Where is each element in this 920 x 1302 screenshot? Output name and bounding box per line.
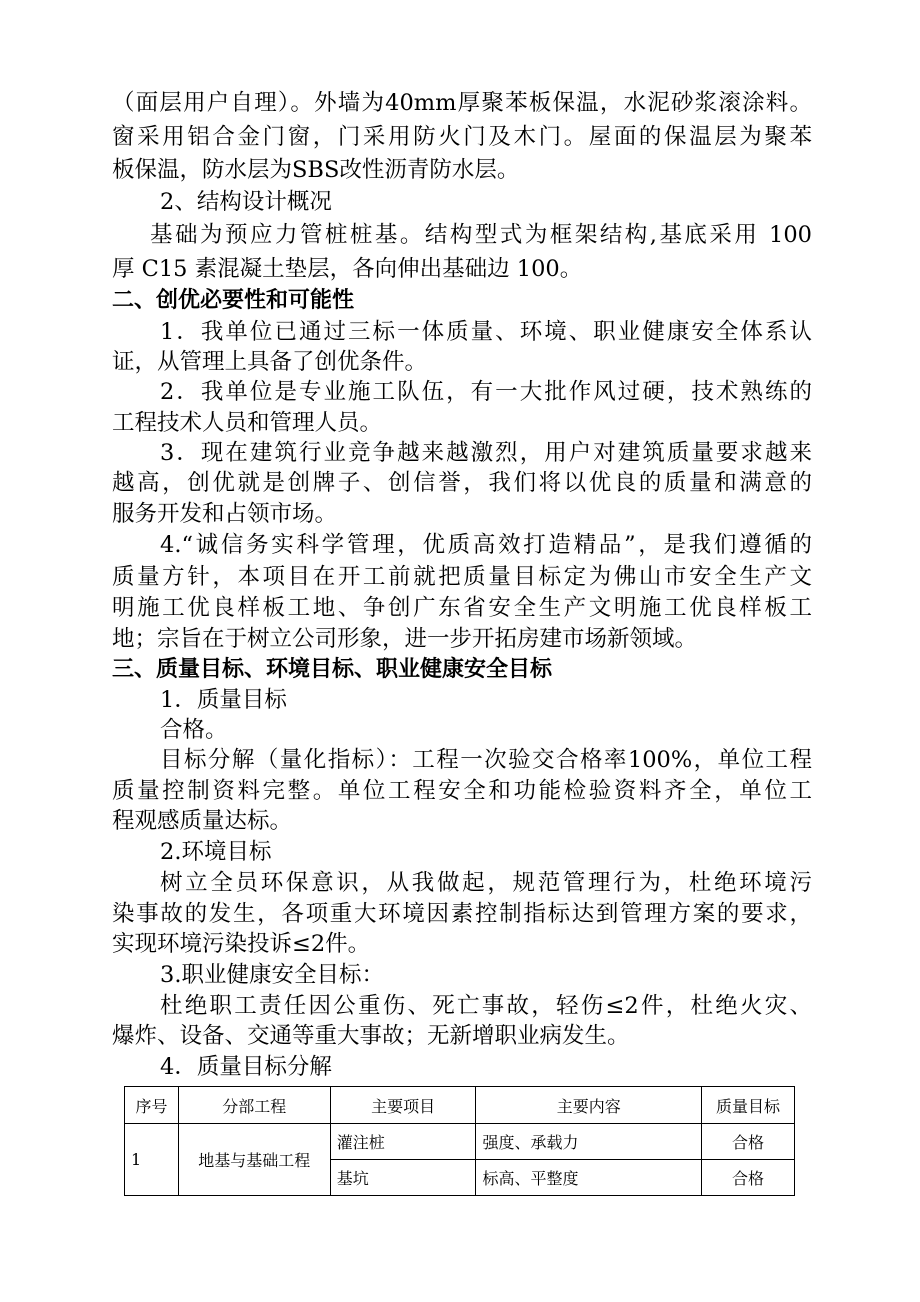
paragraph-line: 越高，创优就是创牌子、创信誉，我们将以优良的质量和满意的 xyxy=(112,470,812,496)
paragraph-line: 厚 C15 素混凝土垫层，各向伸出基础边 100。 xyxy=(112,256,583,282)
section-subheading: 2、结构设计概况 xyxy=(160,189,332,215)
paragraph-line: 程观感质量达标。 xyxy=(112,808,293,834)
paragraph-line: 服务开发和占领市场。 xyxy=(112,501,338,527)
content-cell: 强度、承载力 xyxy=(476,1124,702,1160)
section-heading: 二、创优必要性和可能性 xyxy=(112,288,355,313)
paragraph-line: 合格。 xyxy=(160,717,228,743)
header-cell: 主要内容 xyxy=(476,1087,702,1124)
section-subheading: 2.环境目标 xyxy=(160,839,272,865)
table-header-row xyxy=(125,1087,795,1124)
paragraph-line: 板保温，防水层为SBS改性沥青防水层。 xyxy=(112,157,520,183)
paragraph-line: 质量方针，本项目在开工前就把质量目标定为佛山市安全生产文 xyxy=(112,564,812,590)
content-cell: 标高、平整度 xyxy=(476,1160,702,1196)
paragraph-line: 地；宗旨在于树立公司形象，进一步开拓房建市场新领域。 xyxy=(112,626,698,652)
target-cell: 合格 xyxy=(702,1160,795,1196)
paragraph-line: 目标分解（量化指标）：工程一次验交合格率100%，单位工程 xyxy=(160,747,812,773)
section-subheading: 3.职业健康安全目标： xyxy=(160,962,384,988)
paragraph-line: 证，从管理上具备了创优条件。 xyxy=(112,349,428,375)
target-cell: 合格 xyxy=(702,1124,795,1160)
paragraph-line: 爆炸、设备、交通等重大事故；无新增职业病发生。 xyxy=(112,1023,630,1049)
section-subheading: 1．质量目标 xyxy=(160,687,287,713)
item-cell: 灌注桩 xyxy=(330,1124,476,1160)
paragraph-line: 树立全员环保意识，从我做起，规范管理行为，杜绝环境污 xyxy=(160,870,812,896)
header-cell: 主要项目 xyxy=(330,1087,476,1124)
paragraph-line: 染事故的发生，各项重大环境因素控制指标达到管理方案的要求， xyxy=(112,901,812,927)
paragraph-line: 1．我单位已通过三标一体质量、环境、职业健康安全体系认 xyxy=(160,319,812,345)
paragraph-line: 明施工优良样板工地、争创广东省安全生产文明施工优良样板工 xyxy=(112,595,812,621)
paragraph-line: 基础为预应力管桩桩基。结构型式为框架结构,基底采用 100 xyxy=(150,222,812,248)
paragraph-line: 窗采用铝合金门窗，门采用防火门及木门。屋面的保温层为聚苯 xyxy=(112,124,812,150)
paragraph-line: 2．我单位是专业施工队伍，有一大批作风过硬，技术熟练的 xyxy=(160,379,812,405)
quality-target-table xyxy=(124,1086,795,1196)
section-subheading: 4．质量目标分解 xyxy=(160,1054,332,1080)
paragraph-line: 4.“诚信务实科学管理，优质高效打造精品”，是我们遵循的 xyxy=(160,532,812,558)
paragraph-line: 杜绝职工责任因公重伤、死亡事故，轻伤≤2件，杜绝火灾、 xyxy=(160,993,812,1019)
paragraph-line: 实现环境污染投诉≤2件。 xyxy=(112,931,371,957)
paragraph-line: 质量控制资料完整。单位工程安全和功能检验资料齐全，单位工 xyxy=(112,778,812,804)
section-heading: 三、质量目标、环境目标、职业健康安全目标 xyxy=(112,657,553,682)
row-number-cell: 1 xyxy=(125,1124,179,1196)
header-cell: 分部工程 xyxy=(178,1087,330,1124)
division-cell: 地基与基础工程 xyxy=(178,1124,330,1196)
paragraph-line: （面层用户自理）。外墙为40mm厚聚苯板保温，水泥砂浆滚涂料。 xyxy=(112,90,812,116)
header-cell: 序号 xyxy=(125,1087,179,1124)
header-cell: 质量目标 xyxy=(702,1087,795,1124)
paragraph-line: 工程技术人员和管理人员。 xyxy=(112,410,383,436)
table-row xyxy=(125,1124,795,1160)
item-cell: 基坑 xyxy=(330,1160,476,1196)
paragraph-line: 3．现在建筑行业竞争越来越激烈，用户对建筑质量要求越来 xyxy=(160,440,812,466)
